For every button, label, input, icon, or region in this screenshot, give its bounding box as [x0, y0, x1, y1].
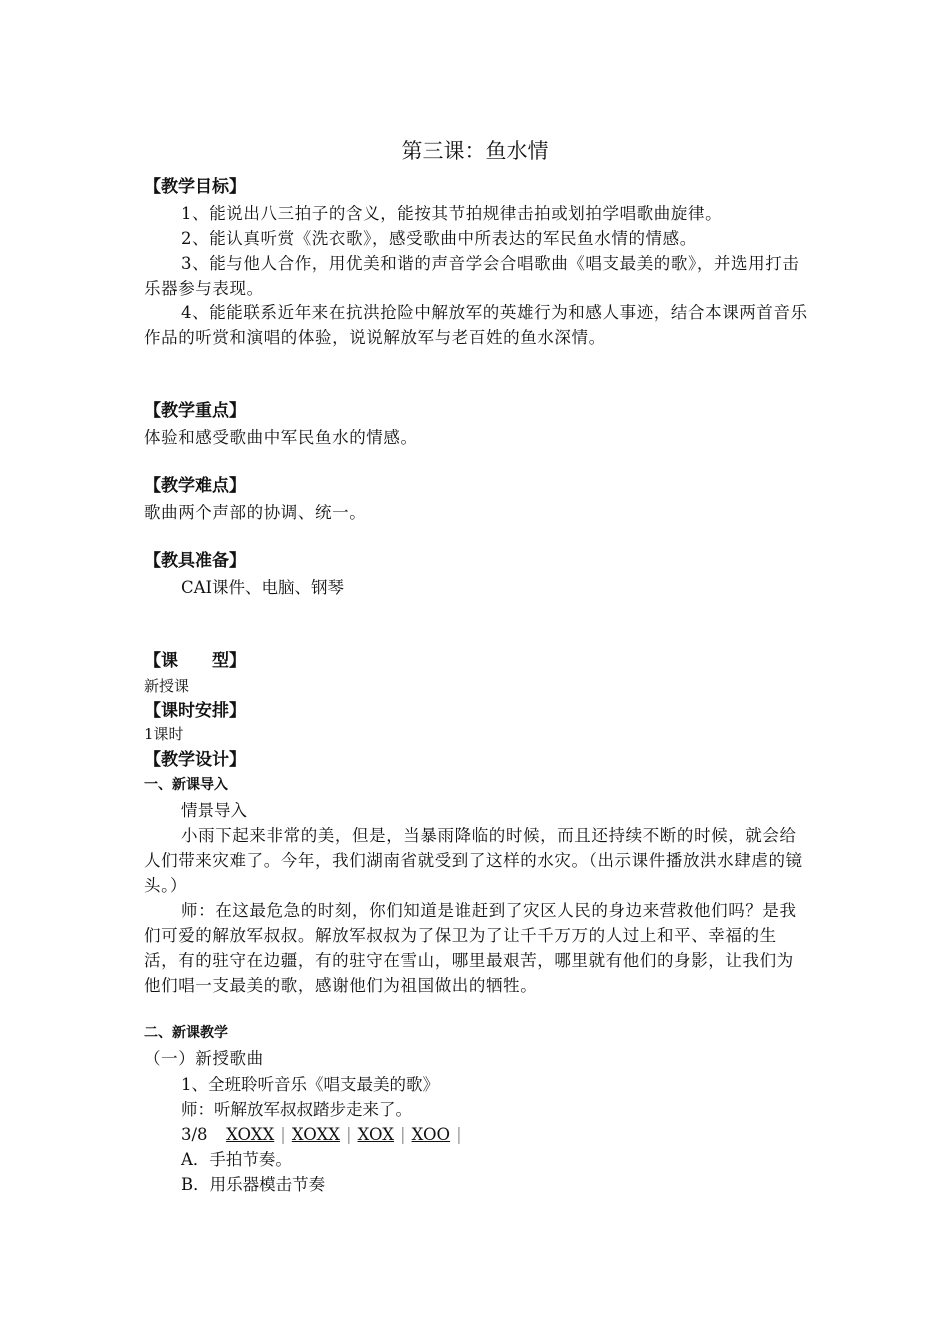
- schedule-text: 1课时: [144, 725, 184, 743]
- difficulty-heading: 【教学难点】: [144, 476, 246, 496]
- objective-item-1: 1、能说出八三拍子的含义，能按其节拍规律击拍或划拍学唱歌曲旋律。: [181, 204, 723, 223]
- section2-teacher: 师：听解放军叔叔踏步走来了。: [181, 1100, 412, 1119]
- difficulty-text: 歌曲两个声部的协调、统一。: [144, 503, 367, 522]
- objective-item-4: 4、能能联系近年来在抗洪抢险中解放军的英雄行为和感人事迹，结合本课两首音乐作品的听赏和演唱的体验，说说解放军与老百姓的鱼水深情。: [144, 303, 808, 347]
- rhythm-bar-4: XOO: [411, 1125, 451, 1144]
- rhythm-bar-2: XOXX: [291, 1125, 340, 1144]
- barline-3: |: [400, 1125, 406, 1144]
- step-a: A．手拍节奏。: [181, 1150, 292, 1169]
- design-heading: 【教学设计】: [144, 750, 246, 770]
- section1-para1: 小雨下起来非常的美，但是，当暴雨降临的时候，而且还持续不断的时候，就会给人们带来灾难了。今年，我们湖南省就受到了这样的水灾。（出示课件播放洪水肆虐的镜头。）: [144, 826, 803, 895]
- section1-label: 情景导入: [181, 801, 247, 820]
- objective-item-3: 3、能与他人合作，用优美和谐的声音学会合唱歌曲《唱支最美的歌》，并选用打击乐器参与表现。: [144, 254, 800, 298]
- rhythm-bar-1: XOXX: [226, 1125, 275, 1144]
- key-point-heading: 【教学重点】: [144, 401, 246, 421]
- section2-heading: 二、新课教学: [144, 1025, 228, 1041]
- barline-4: |: [456, 1125, 462, 1144]
- section1-heading: 一、新课导入: [144, 777, 228, 793]
- rhythm-bar-3: XOX: [357, 1125, 395, 1144]
- lesson-type-text: 新授课: [144, 677, 190, 695]
- barline-2: |: [346, 1125, 352, 1144]
- section2-subheading: （一）新授歌曲: [144, 1049, 264, 1068]
- key-point-text: 体验和感受歌曲中军民鱼水的情感。: [144, 428, 418, 447]
- schedule-heading: 【课时安排】: [144, 701, 246, 721]
- objective-item-2: 2、能认真听赏《洗衣歌》，感受歌曲中所表达的军民鱼水情的情感。: [181, 229, 697, 248]
- meter-label: 3/8: [181, 1125, 208, 1144]
- barline-1: |: [280, 1125, 286, 1144]
- materials-heading: 【教具准备】: [144, 551, 246, 571]
- objectives-heading: 【教学目标】: [144, 177, 246, 197]
- step-b: B．用乐器模击节奏: [181, 1175, 326, 1194]
- materials-text: CAI课件、电脑、钢琴: [181, 578, 345, 597]
- lesson-type-heading: 【课 型】: [144, 651, 246, 671]
- page-title: 第三课：鱼水情: [401, 139, 549, 163]
- section1-para2: 师：在这最危急的时刻，你们知道是谁赶到了灾区人民的身边来营救他们吗？是我们可爱的解放军叔叔。解放军叔叔为了保卫为了让千千万万的人过上和平、幸福的生活，有的驻守在边疆，有的驻守在雪山，哪里最艰苦，哪里就有他们的身影，让我们为他们唱一支最美的歌，感谢他们为祖国做出的牺牲。: [144, 901, 797, 995]
- rhythm-line: [181, 1122, 468, 1147]
- section2-step1: 1、全班聆听音乐《唱支最美的歌》: [181, 1075, 439, 1094]
